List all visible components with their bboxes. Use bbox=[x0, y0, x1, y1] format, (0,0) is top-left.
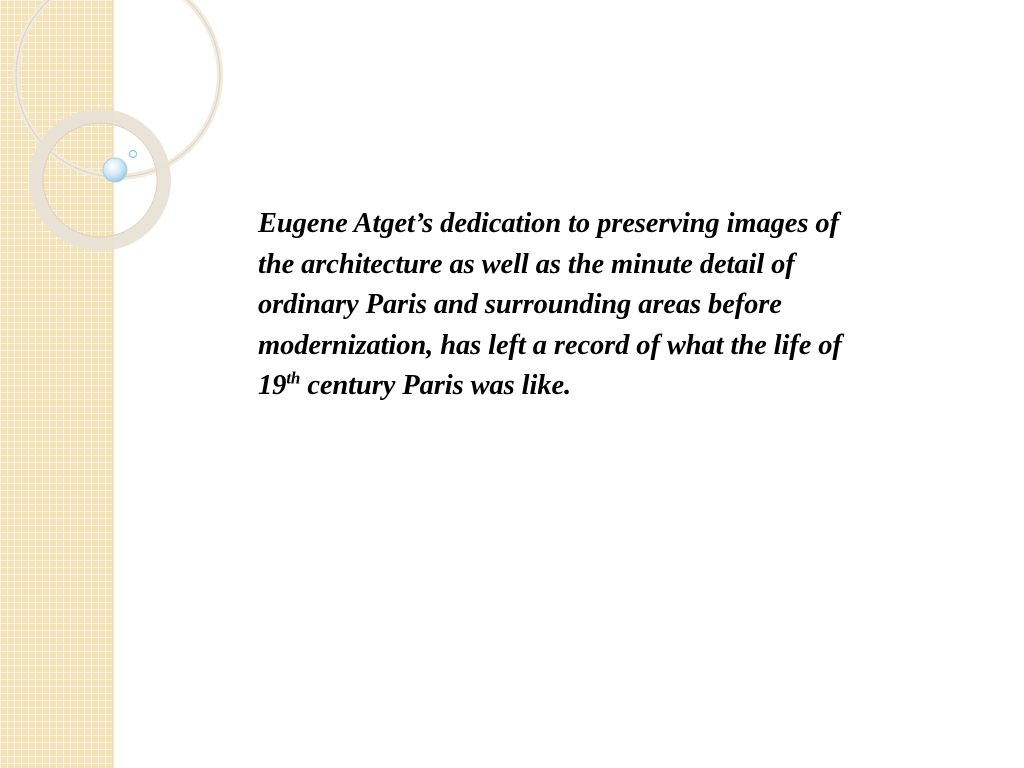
ordinal-superscript: th bbox=[286, 368, 301, 388]
bubble-small bbox=[130, 151, 137, 158]
paragraph-tail: century Paris was like. bbox=[300, 370, 572, 401]
paragraph-main: Eugene Atget’s dedication to preserving images of the architecture as well as the minute detail of ordinary Paris and surrounding areas before modernization, has left a record of what the life of 19 bbox=[258, 208, 842, 401]
decorative-rings bbox=[0, 0, 160, 260]
body-paragraph bbox=[258, 204, 858, 407]
bubble-large bbox=[103, 158, 127, 182]
small-ring bbox=[36, 116, 164, 244]
